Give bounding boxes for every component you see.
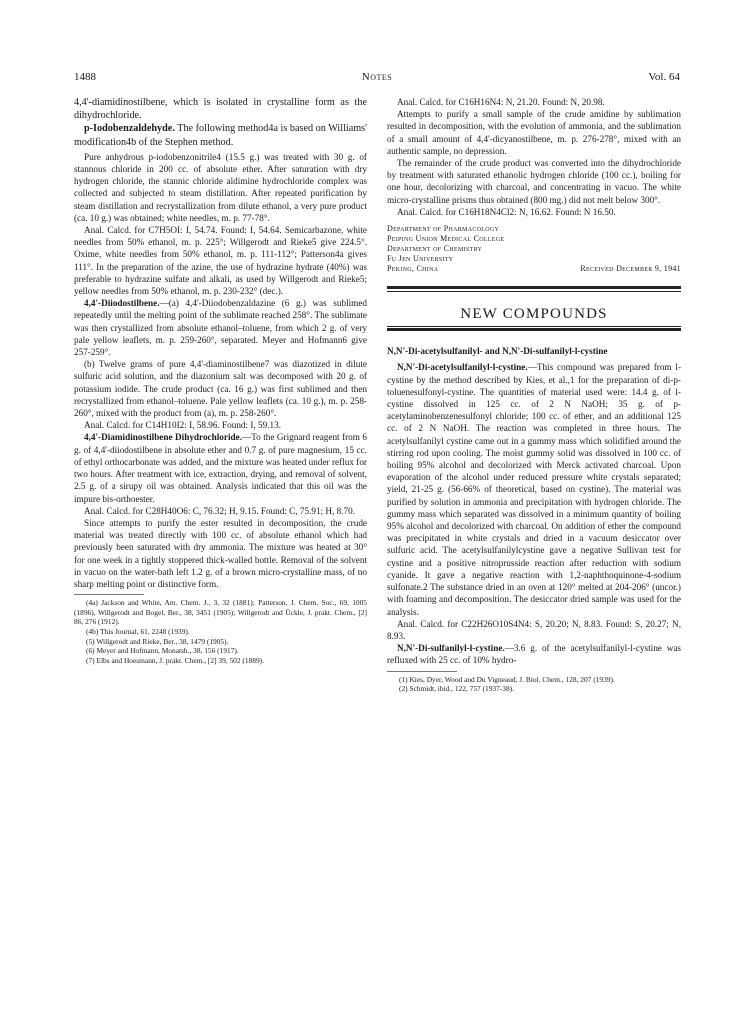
section-rule — [387, 326, 681, 327]
affiliation-line: Department of Chemistry — [387, 244, 483, 254]
subheading: p-Iodobenzaldehyde. — [84, 123, 175, 135]
paragraph: Attempts to purify a small sample of the crude amidine by sublimation resulted in decomposition, with the evolution of ammonia, and the sublimation of a small amount of 4,4'-dicyanostilbene, m. p. 276-278°, mixed with an authentic sample, no depression. — [387, 109, 681, 156]
footnote: (4b) This Journal, 61, 2248 (1939). — [86, 626, 190, 636]
right-column — [387, 96, 681, 694]
section-rule — [387, 286, 681, 289]
subheading: N,N'-Di-sulfanilyl-l-cystine. — [397, 643, 505, 654]
paragraph — [74, 122, 367, 148]
footnote: (6) Meyer and Hofmann, Monatsh., 38, 156 (1917). — [86, 646, 239, 656]
subheading: 4,4'-Diamidinostilbene Dihydrochloride. — [84, 432, 242, 443]
section-heading: NEW COMPOUNDS — [460, 306, 608, 323]
paragraph-text: —(a) 4,4'-Diiodobenzaldazine (6 g.) was sublimed repeatedly until the melting point of the sublimate reached 258°. The sublimate was then crystallized from absolute ethanol–toluene, from which 2 g. of very pale yellow leaflets, m. p. 259-260°, separated. Meyer and Hofmann6 give 257-259°. — [74, 298, 367, 358]
analysis-paragraph: Anal. Calcd. for C7H5OI: I, 54.74. Found: I, 54.64. Semicarbazone, white needles from 50% ethanol, m. p. 225°; Willgerodt and Rieke5 give 224.5°. Oxime, white needles from 50% ethanol, m. p. 111-112°; Patterson4a gives 111°. In the preparation of the azine, the use of hydrazine hydrate (40%) was preferable to hydrazine sulfate and alkali, as used by Willgerodt and Rieke5; yellow needles from 50% ethanol, m. p. 230-232° (dec.). — [74, 225, 367, 297]
analysis-paragraph: Anal. Calcd. for C28H40O6: C, 76.32; H, 9.15. Found: C, 75.91; H, 8.70. — [84, 505, 356, 516]
paragraph — [74, 297, 367, 358]
analysis-paragraph: Anal. Calcd. for C16H18N4Cl2: N, 16.62. Found: N 16.50. — [397, 206, 616, 217]
compound-title: N,N'-Di-acetylsulfanilyl- and N,N'-Di-sulfanilyl-l-cystine — [387, 346, 608, 357]
paragraph: 4,4'-diamidinostilbene, which is isolated in crystalline form as the dihydrochloride. — [74, 97, 367, 122]
affiliation-block — [387, 224, 681, 274]
paragraph-text: The following method4a is based on Williams' modification4b of the Stephen method. — [74, 123, 367, 148]
paragraph — [387, 361, 681, 617]
affiliation-line: Fu Jen University — [387, 254, 454, 264]
subheading: 4,4'-Diiodostilbene. — [84, 298, 160, 309]
paragraph: The remainder of the crude product was converted into the dihydrochloride by treatment with saturated ethanolic hydrogen chloride (100 cc.), boiling for one hour, decolorizing with charcoal, and concentrating in vacuo. The white micro-crystalline prisms thus obtained (800 mg.) did not melt below 300°. — [387, 158, 681, 205]
paragraph: Since attempts to purify the ester resulted in decomposition, the crude material was treated directly with 100 cc. of absolute ethanol which had previously been saturated with dry ammonia. The mixture was heated at 30° for one week in a tightly stoppered thick-walled bottle. Removal of the solvent in vacuo on the water-bath left 1.2 g. of a brown micro-crystalline mass, of no sharp melting point or distinctive form. — [74, 517, 367, 589]
paragraph: Pure anhydrous p-iodobenzonitrile4 (15.5 g.) was treated with 30 g. of stannous chloride in 200 cc. of absolute ether. After saturation with dry hydrogen chloride, the stannic chloride aldimine hydrochloride complex was collected and subjected to steam distillation. After repeated purification by steam distillation and recrystallization from dilute ethanol, a very pure product (ca. 10 g.) was obtained; white needles, m. p. 77-78°. — [74, 151, 367, 223]
affiliation-line: Department of Pharmacology — [387, 224, 500, 234]
section-rule — [387, 291, 681, 292]
affiliation-line: Peking, China — [387, 264, 439, 274]
page-header — [74, 71, 680, 87]
volume-label: Vol. 64 — [648, 71, 680, 83]
footnote: (1) Kies, Dyer, Wood and Du Vigneaud, J. Biol. Chem., 128, 207 (1939). — [399, 674, 615, 684]
subheading: N,N'-Di-acetylsulfanilyl-l-cystine. — [397, 362, 528, 373]
received-date: Received December 9, 1941 — [580, 264, 681, 274]
footnote-rule — [74, 594, 144, 595]
analysis-paragraph: Anal. Calcd. for C16H16N4: N, 21.20. Found: N, 20.98. — [397, 97, 605, 107]
paragraph — [74, 431, 367, 504]
section-title: Notes — [361, 71, 393, 83]
footnote: (2) Schmidt, ibid., 122, 757 (1937-38). — [399, 684, 514, 694]
paragraph: (b) Twelve grams of pure 4,4'-diaminostilbene7 was diazotized in dilute sulfuric acid solution, and the diazonium salt was decomposed with 20 g. of potassium iodide. The crude product (ca. 16 g.) was first sublimed and then recrystallized from ethanol–toluene. Pale yellow leaflets (ca. 10 g.), m. p. 258-260°, mixed with the product from (a), m. p. 258-260°. — [74, 359, 367, 419]
affiliation-line: Peiping Union Medical College — [387, 234, 505, 244]
section-rule — [387, 328, 681, 331]
paragraph — [387, 642, 681, 666]
footnotes — [387, 675, 681, 694]
footnote: (5) Willgerodt and Rieke, Ber., 38, 1479 (1905). — [86, 636, 229, 646]
paragraph-text: —This compound was prepared from l-cystine by the method described by Kies, et al.,1 for the preparation of di-p-toluenesulfonyl-cystine. The quantities of material used were: 14.4 g. of l-cystine dissolved in 125 cc. of 2 N NaOH; 35 g. of p-acetylaminobenzenesulfonyl chloride; 100 cc. of ether, and an additional 125 cc. of 2 N NaOH. The reaction was completed in three hours. The acetylsulfanilyl cystine came out in a gummy mass which solidified around the stirring rod upon cooling. The moist gummy solid was dissolved in 100 cc. of boiling 95% alcohol and decolorized with Merck activated charcoal. Upon evaporation of the alcohol under reduced pressure white crystals separated; yield, 21-25 g. (56-66% of theoretical, based on cystine). The material was purified by solution in ammonia and precipitation with hydrogen chloride. The gummy mass which separated was dissolved in a minimum quantity of boiling 95% alcohol and decolorized with charcoal. On addition of ether the compound was precipitated in white crystals and dried in a vacuum desiccator over sulfuric acid. The acetylsulfanilylcystine gave a negative Sullivan test for cystine and a positive nitroprusside reaction after reduction with sodium cyanide. It gave a negative reaction with 1,2-naphthoquinone-4-sodium sulfonate.2 The substance dried in an oven at 120° melted at 204-206° (uncor.) with foaming and decomposition. The desiccator dried sample was used for the analysis. — [387, 362, 681, 617]
footnote: (4a) Jackson and White, Am. Chem. J., 3, 32 (1881); Patterson, J. Chem. Soc., 69, 1005 (1896), Willgerodt and Bogel, Ber., 38, 3451 (1905); Willgerodt and Ückle, J. prakt. Chem., [2] 86, 276 (1912). — [74, 598, 367, 627]
footnote: (7) Elbs and Hoesmann, J. prakt. Chem., [2] 39, 502 (1889). — [86, 655, 264, 665]
analysis-paragraph: Anal. Calcd. for C22H26O10S4N4: S, 20.20; N, 8.83. Found: S, 20.27; N, 8.93. — [387, 618, 681, 641]
footnotes — [74, 598, 367, 665]
paragraph-text: —To the Grignard reagent from 6 g. of 4,4'-diiodostilbene in absolute ether and 0.7 g. of pure magnesium, 15 cc. of ethyl orthocarbonate was added, and the mixture was heated under reflux for two hours. After treatment with ice, extraction, drying, and removal of solvent, 2.5 g. of a sirupy oil was obtained. Analysis indicated that this oil was the impure bis-orthoester. — [74, 432, 367, 504]
paragraph-text: —3.6 g. of the acetylsulfanilyl-l-cystine was refluxed with 25 cc. of 10% hydro- — [387, 643, 681, 666]
footnote-rule — [387, 671, 457, 672]
left-column — [74, 96, 367, 665]
analysis-paragraph: Anal. Calcd. for C14H10I2: I, 58.96. Found: I, 59.13. — [84, 420, 282, 431]
page-number: 1488 — [74, 71, 96, 83]
